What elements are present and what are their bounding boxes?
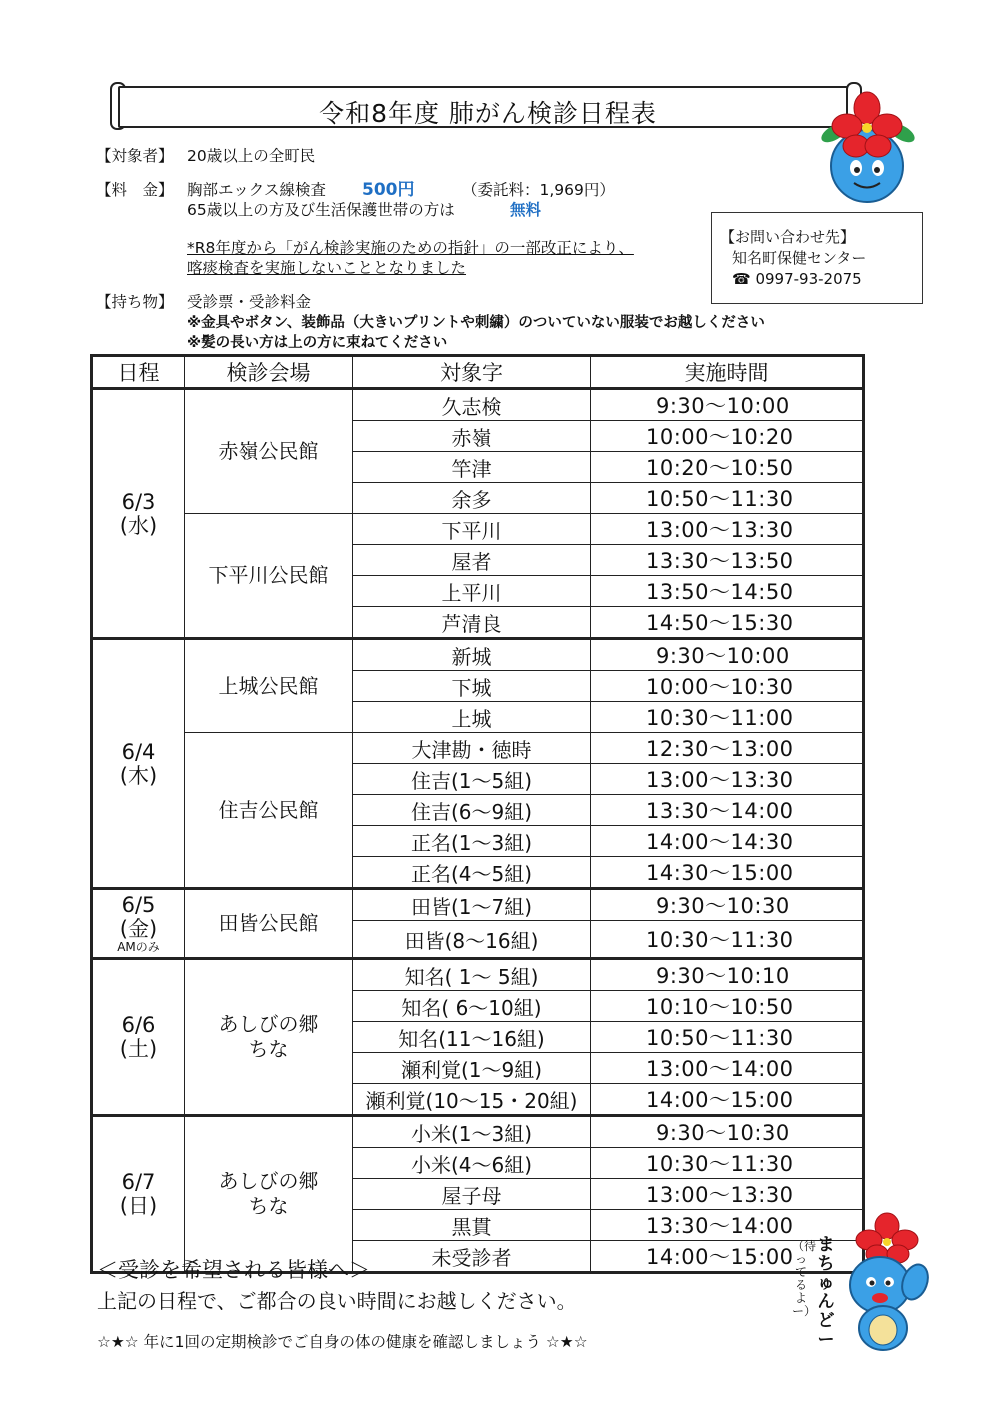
footer-line: 上記の日程で、ご都合の良い時間にお越しください。 [97, 1289, 577, 1313]
area-cell: 上城 [353, 702, 591, 733]
title-banner [110, 80, 862, 132]
contact-office: 知名町保健センター [732, 249, 867, 267]
table-row [92, 514, 864, 545]
weekday-text: (日) [119, 1194, 158, 1218]
date-text: 6/7 [121, 1170, 156, 1194]
venue-name: あしびの郷 [218, 1012, 319, 1036]
time-cell: 14:00～14:30 [591, 826, 864, 857]
table-row [92, 889, 864, 921]
time-cell: 9:30～10:30 [591, 889, 864, 921]
venue-cell [185, 959, 353, 1116]
header-date: 日程 [92, 356, 185, 389]
table-row [92, 389, 864, 421]
date-cell [92, 1116, 185, 1273]
date-cell [92, 889, 185, 959]
date-cell [92, 959, 185, 1116]
area-cell: 未受診者 [353, 1241, 591, 1273]
area-cell: 知名( 6～10組) [353, 991, 591, 1022]
time-cell: 10:20～10:50 [591, 452, 864, 483]
area-cell: 屋子母 [353, 1179, 591, 1210]
time-cell: 13:00～14:00 [591, 1053, 864, 1084]
schedule-body [92, 389, 864, 1273]
time-cell: 10:00～10:20 [591, 421, 864, 452]
page-title: 令和8年度 肺がん検診日程表 [319, 99, 657, 128]
time-cell: 9:30～10:10 [591, 959, 864, 991]
time-cell: 12:30～13:00 [591, 733, 864, 764]
area-cell: 正名(4～5組) [353, 857, 591, 889]
fee-notice-1: *R8年度から「がん検診実施のための指針」の一部改正により、 [187, 239, 634, 257]
fee-label: 【料 金】 [96, 181, 174, 199]
venue-name: 田皆公民館 [218, 911, 319, 935]
date-text: 6/3 [121, 489, 156, 514]
mascot-call: まちゅんどー [817, 1235, 835, 1350]
items-note-1: ※金具やボタン、装飾品（大きいプリントや刺繍）のついていない服装でお越しください [187, 315, 765, 331]
table-row [92, 639, 864, 671]
area-cell: 大津勘・徳時 [353, 733, 591, 764]
date-cell [92, 389, 185, 639]
time-cell: 10:30～11:30 [591, 921, 864, 959]
header-venue: 検診会場 [185, 356, 353, 389]
venue-cell [185, 1116, 353, 1273]
contact-phone: ☎ 0997-93-2075 [732, 270, 862, 288]
items-value: 受診票・受診料金 [187, 293, 312, 311]
venue-cell [185, 514, 353, 639]
target-label: 【対象者】 [96, 147, 174, 165]
time-cell: 9:30～10:00 [591, 389, 864, 421]
mascot-sub: （待ってるよー） [792, 1239, 817, 1318]
target-value: 20歳以上の全町民 [187, 147, 316, 165]
area-cell: 余多 [353, 483, 591, 514]
fee-item: 胸部エックス線検査 [187, 181, 327, 199]
area-cell: 芦清良 [353, 607, 591, 639]
area-cell: 正名(1～3組) [353, 826, 591, 857]
venue-name: ちな [248, 1037, 289, 1061]
time-cell: 10:30～11:00 [591, 702, 864, 733]
time-cell: 13:30～14:00 [591, 1210, 864, 1241]
table-row [92, 1116, 864, 1148]
area-cell: 田皆(8～16組) [353, 921, 591, 959]
target-row [96, 146, 174, 166]
time-cell: 10:50～11:30 [591, 483, 864, 514]
header-area: 対象字 [353, 356, 591, 389]
venue-cell [185, 639, 353, 733]
area-cell: 知名( 1～ 5組) [353, 959, 591, 991]
time-cell: 13:30～14:00 [591, 795, 864, 826]
date-text: 6/6 [121, 1013, 156, 1037]
weekday-text: (水) [119, 513, 158, 538]
time-cell: 9:30～10:30 [591, 1116, 864, 1148]
area-cell: 下平川 [353, 514, 591, 545]
fee-free: 無料 [510, 201, 542, 219]
venue-cell [185, 733, 353, 889]
contact-title: 【お問い合わせ先】 [720, 228, 856, 246]
area-cell: 屋者 [353, 545, 591, 576]
area-cell: 黒貫 [353, 1210, 591, 1241]
am-only-note: AMのみ [117, 940, 160, 954]
time-cell: 10:00～10:30 [591, 671, 864, 702]
area-cell: 田皆(1～7組) [353, 889, 591, 921]
mascot-hibiscus-icon [812, 88, 922, 208]
weekday-text: (金) [119, 917, 158, 941]
fee-price: 500円 [362, 180, 415, 200]
time-cell: 13:50～14:50 [591, 576, 864, 607]
time-cell: 13:00～13:30 [591, 764, 864, 795]
time-cell: 14:50～15:30 [591, 607, 864, 639]
time-cell: 10:10～10:50 [591, 991, 864, 1022]
area-cell: 瀬利覚(10～15・20組) [353, 1084, 591, 1116]
venue-name: 下平川公民館 [208, 563, 329, 587]
date-cell [92, 639, 185, 889]
time-cell: 14:00～15:00 [591, 1241, 864, 1273]
items-note-2: ※髪の長い方は上の方に束ねてください [187, 335, 448, 351]
venue-name: ちな [248, 1194, 289, 1218]
venue-name: 赤嶺公民館 [218, 439, 319, 463]
time-cell: 13:30～13:50 [591, 545, 864, 576]
area-cell: 瀬利覚(1～9組) [353, 1053, 591, 1084]
area-cell: 小米(1～3組) [353, 1116, 591, 1148]
fee-notice-2: 喀痰検査を実施しないこととなりました [187, 259, 467, 277]
header-time: 実施時間 [591, 356, 864, 389]
fee-free-line: 65歳以上の方及び生活保護世帯の方は [187, 201, 455, 219]
contact-box [711, 212, 923, 304]
table-header-row [92, 356, 864, 389]
area-cell: 住吉(1～5組) [353, 764, 591, 795]
area-cell: 住吉(6～9組) [353, 795, 591, 826]
area-cell: 下城 [353, 671, 591, 702]
mascot-waving-icon [835, 1210, 930, 1360]
venue-cell [185, 889, 353, 959]
time-cell: 9:30～10:00 [591, 639, 864, 671]
time-cell: 13:00～13:30 [591, 514, 864, 545]
time-cell: 14:00～15:00 [591, 1084, 864, 1116]
venue-cell [185, 389, 353, 514]
table-row [92, 959, 864, 991]
area-cell: 知名(11～16組) [353, 1022, 591, 1053]
time-cell: 10:50～11:30 [591, 1022, 864, 1053]
schedule-table [90, 354, 865, 1274]
fee-consign: （委託料：1,969円） [462, 181, 615, 199]
time-cell: 14:30～15:00 [591, 857, 864, 889]
venue-name: 住吉公民館 [218, 797, 319, 822]
venue-name: あしびの郷 [218, 1169, 319, 1193]
footer-heading: ＜受診を希望される皆様へ＞ [97, 1258, 370, 1282]
area-cell: 新城 [353, 639, 591, 671]
date-text: 6/4 [121, 739, 156, 764]
table-row [92, 733, 864, 764]
items-label: 【持ち物】 [96, 293, 174, 311]
footer-slogan: ☆★☆ 年に1回の定期検診でご自身の体の健康を確認しましょう ☆★☆ [97, 1333, 588, 1351]
weekday-text: (土) [119, 1037, 158, 1061]
area-cell: 竿津 [353, 452, 591, 483]
time-cell: 10:30～11:30 [591, 1148, 864, 1179]
time-cell: 13:00～13:30 [591, 1179, 864, 1210]
title-box [118, 86, 858, 128]
area-cell: 久志検 [353, 389, 591, 421]
weekday-text: (木) [119, 763, 158, 788]
venue-name: 上城公民館 [218, 673, 319, 698]
date-text: 6/5 [121, 893, 156, 917]
area-cell: 赤嶺 [353, 421, 591, 452]
area-cell: 上平川 [353, 576, 591, 607]
area-cell: 小米(4～6組) [353, 1148, 591, 1179]
